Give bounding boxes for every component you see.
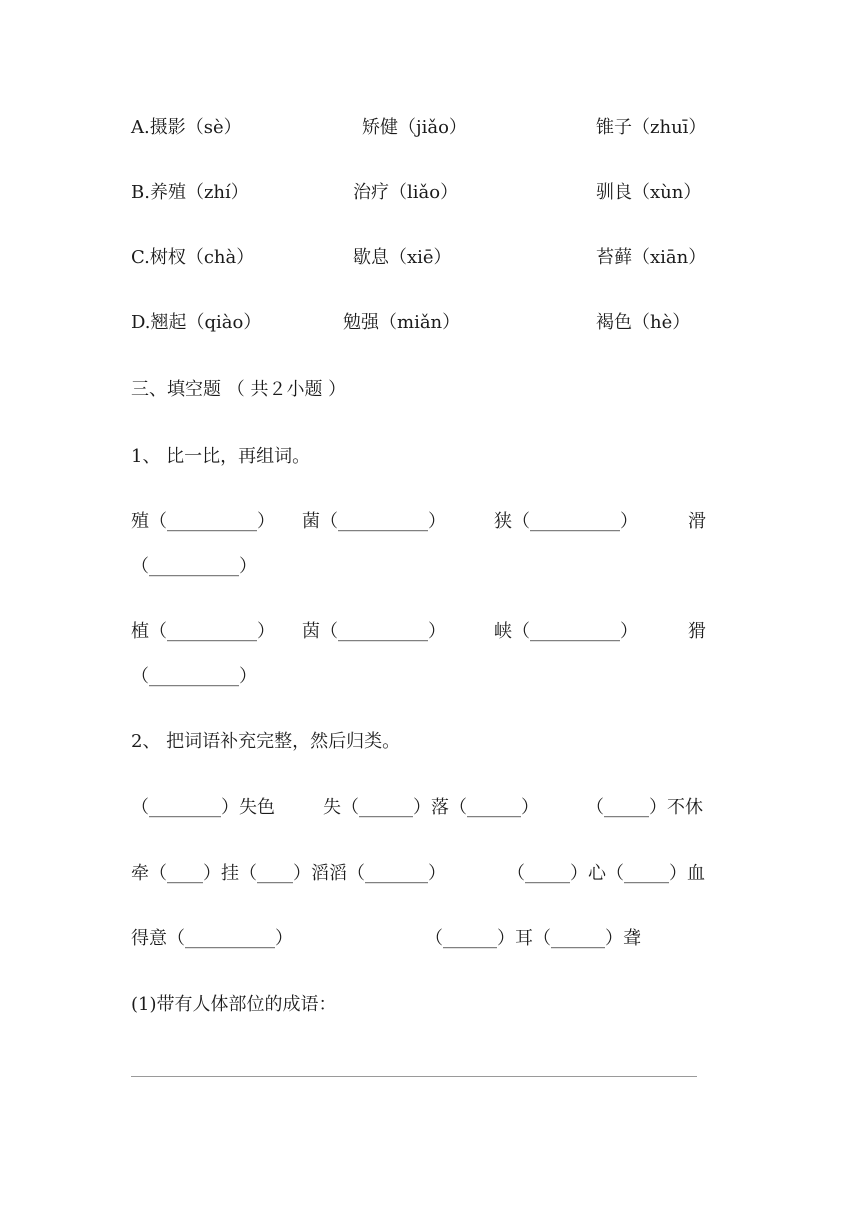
q1-row2-b: 茵（__________） <box>302 621 446 642</box>
section-title: 三、填空题 （ 共２小题 ） <box>131 379 347 400</box>
option-c-3: 苔藓（xiān） <box>596 247 707 268</box>
option-a-1: A.摄影（sè） <box>131 117 242 138</box>
q1-row2-c: 峡（__________） <box>494 621 638 642</box>
q1-row2-d-blank: （__________） <box>131 666 257 687</box>
option-c-2: 歇息（xiē） <box>353 247 452 268</box>
q2-prompt: 2、 把词语补充完整，然后归类。 <box>131 731 401 752</box>
option-a-2: 矫健（jiǎo） <box>362 117 467 138</box>
option-b-1: B.养殖（zhí） <box>131 182 249 203</box>
q2-row1-b: 失（______）落（______） <box>323 797 539 818</box>
q2-row3-b: （______）耳（______）聋 <box>425 928 641 949</box>
q1-row1-d-char: 滑 <box>688 511 706 532</box>
q2-row1-c: （_____）不休 <box>586 797 703 818</box>
q1-row1-c: 狭（__________） <box>494 511 638 532</box>
q2-row3-a: 得意（__________） <box>131 928 293 949</box>
option-a-3: 锥子（zhuī） <box>596 117 707 138</box>
q1-prompt: 1、 比一比，再组词。 <box>131 446 311 467</box>
option-d-1: D.翘起（qiào） <box>131 312 262 333</box>
q2-row2-a: 牵（____）挂（____）滔滔（_______） <box>131 863 446 884</box>
option-b-2: 治疗（liǎo） <box>353 182 459 203</box>
option-d-3: 褐色（hè） <box>596 312 691 333</box>
q2-row2-b: （_____）心（_____）血 <box>507 863 705 884</box>
option-c-1: C.树杈（chà） <box>131 247 255 268</box>
q2-row1-a: （________）失色 <box>131 797 275 818</box>
q1-row2-d-char: 猾 <box>688 621 706 642</box>
q2-sub1-label: (1)带有人体部位的成语： <box>131 994 337 1015</box>
q1-row1-d-blank: （__________） <box>131 556 257 577</box>
q1-row1-a: 殖（__________） <box>131 511 275 532</box>
answer-line <box>131 1076 697 1077</box>
q1-row1-b: 菌（__________） <box>302 511 446 532</box>
option-d-2: 勉强（miǎn） <box>343 312 461 333</box>
option-b-3: 驯良（xùn） <box>596 182 702 203</box>
q1-row2-a: 植（__________） <box>131 621 275 642</box>
